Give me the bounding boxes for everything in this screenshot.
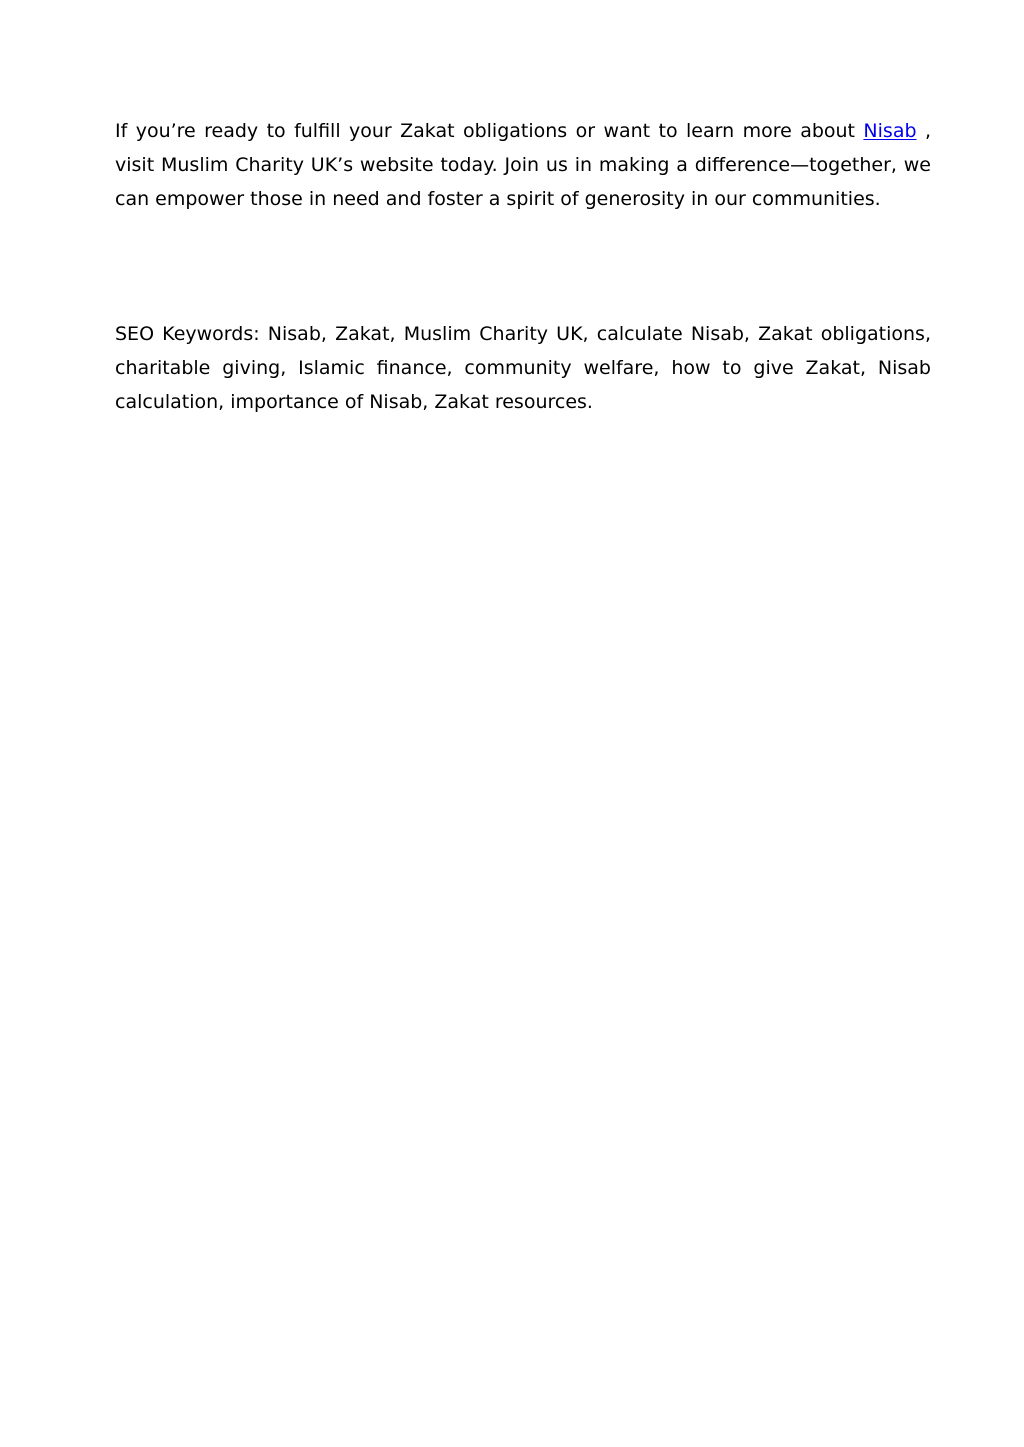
paragraph-text-before-link: If you’re ready to fulfill your Zakat obligations or want to learn more about — [115, 120, 864, 142]
nisab-link[interactable]: Nisab — [863, 120, 917, 142]
zakat-call-to-action-paragraph — [115, 114, 931, 216]
seo-keywords-paragraph: SEO Keywords: Nisab, Zakat, Muslim Charity UK, calculate Nisab, Zakat obligations, charitable giving, Islamic finance, community welfare, how to give Zakat, Nisab calculation, importance of Nisab, Zakat resources. — [115, 323, 931, 413]
paragraph-text-after-link: , visit Muslim Charity UK’s website today. Join us in making a difference—together, we can empower those in need and foster a spirit of generosity in our communities. — [115, 120, 931, 210]
